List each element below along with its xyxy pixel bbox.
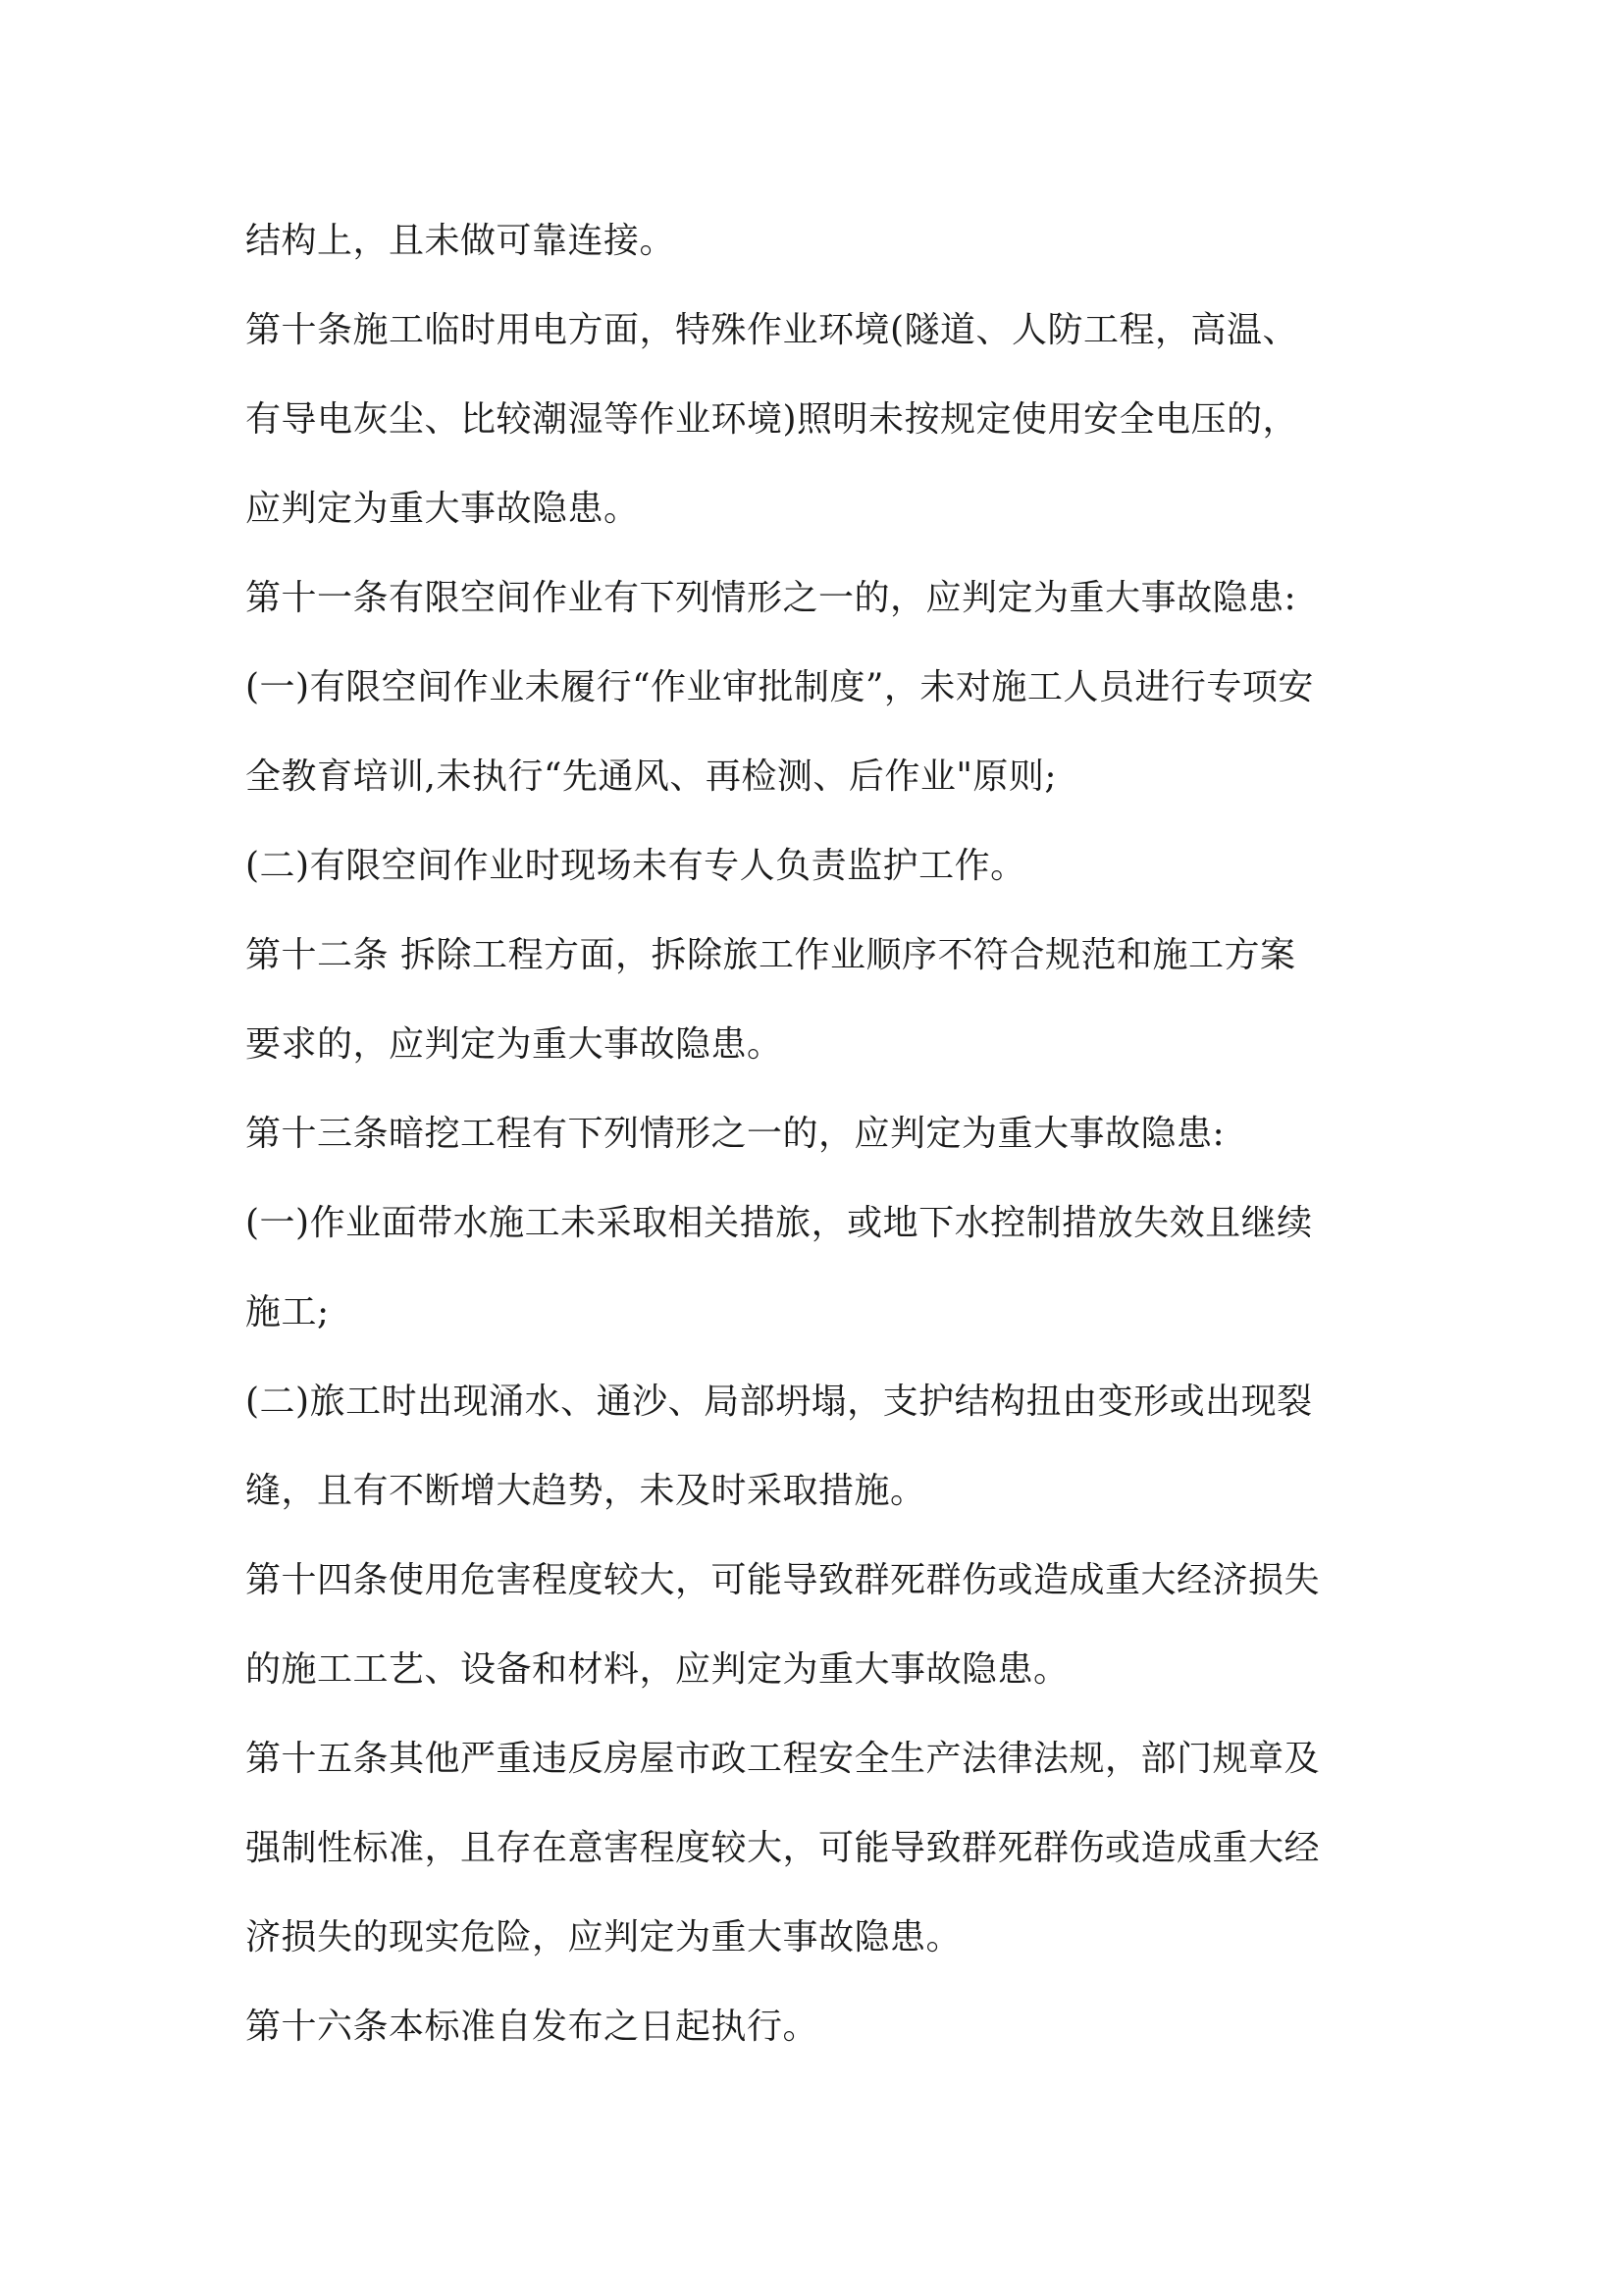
text-line: (二)旅工时出现涌水、通沙、局部坍塌，支护结构扭由变形或出现裂 (245, 1382, 1313, 1422)
text-line: 全教育培训,未执行“先通风、再检测、后作业"原则; (245, 757, 1058, 797)
text-line: (一)作业面带水施工未采取相关措旅，或地下水控制措放失效且继续 (245, 1203, 1313, 1243)
text-line: 有导电灰尘、比较潮湿等作业环境)照明未按规定使用安全电压的， (245, 399, 1299, 440)
text-line: (一)有限空间作业未履行“作业审批制度”，未对施工人员进行专项安 (245, 667, 1314, 707)
text-line: 济损失的现实危险，应判定为重大事故隐患。 (245, 1917, 963, 1957)
text-line: 的施工工艺、设备和材料，应判定为重大事故隐患。 (245, 1649, 1070, 1690)
text-line: 结构上，且未做可靠连接。 (245, 221, 676, 261)
text-line: 第十四条使用危害程度较大，可能导致群死群伤或造成重大经济损失 (245, 1560, 1321, 1600)
text-line: 施工; (245, 1292, 330, 1332)
text-line: 缝，且有不断增大趋势，未及时采取措施。 (245, 1471, 926, 1511)
text-line: 强制性标准，且存在意害程度较大，可能导致群死群伤或造成重大经 (245, 1828, 1321, 1868)
text-line: 第十一条有限空间作业有下列情形之一的，应判定为重大事故隐患: (245, 578, 1297, 618)
text-line: 第十条施工临时用电方面，特殊作业环境(隧道、人防工程，高温、 (245, 310, 1299, 350)
text-line: 应判定为重大事故隐患。 (245, 489, 640, 529)
text-line: 第十五条其他严重违反房屋市政工程安全生产法律法规，部门规章及 (245, 1739, 1321, 1779)
document-body (245, 196, 1403, 2071)
text-line: 第十三条暗挖工程有下列情形之一的，应判定为重大事故隐患: (245, 1114, 1226, 1154)
text-line: 第十六条本标准自发布之日起执行。 (245, 2007, 819, 2047)
text-line: (二)有限空间作业时现场未有专人负责监护工作。 (245, 846, 1026, 886)
text-line: 要求的，应判定为重大事故隐患。 (245, 1024, 783, 1065)
text-line: 第十二条 拆除工程方面，拆除旅工作业顺序不符合规范和施工方案 (245, 935, 1296, 975)
